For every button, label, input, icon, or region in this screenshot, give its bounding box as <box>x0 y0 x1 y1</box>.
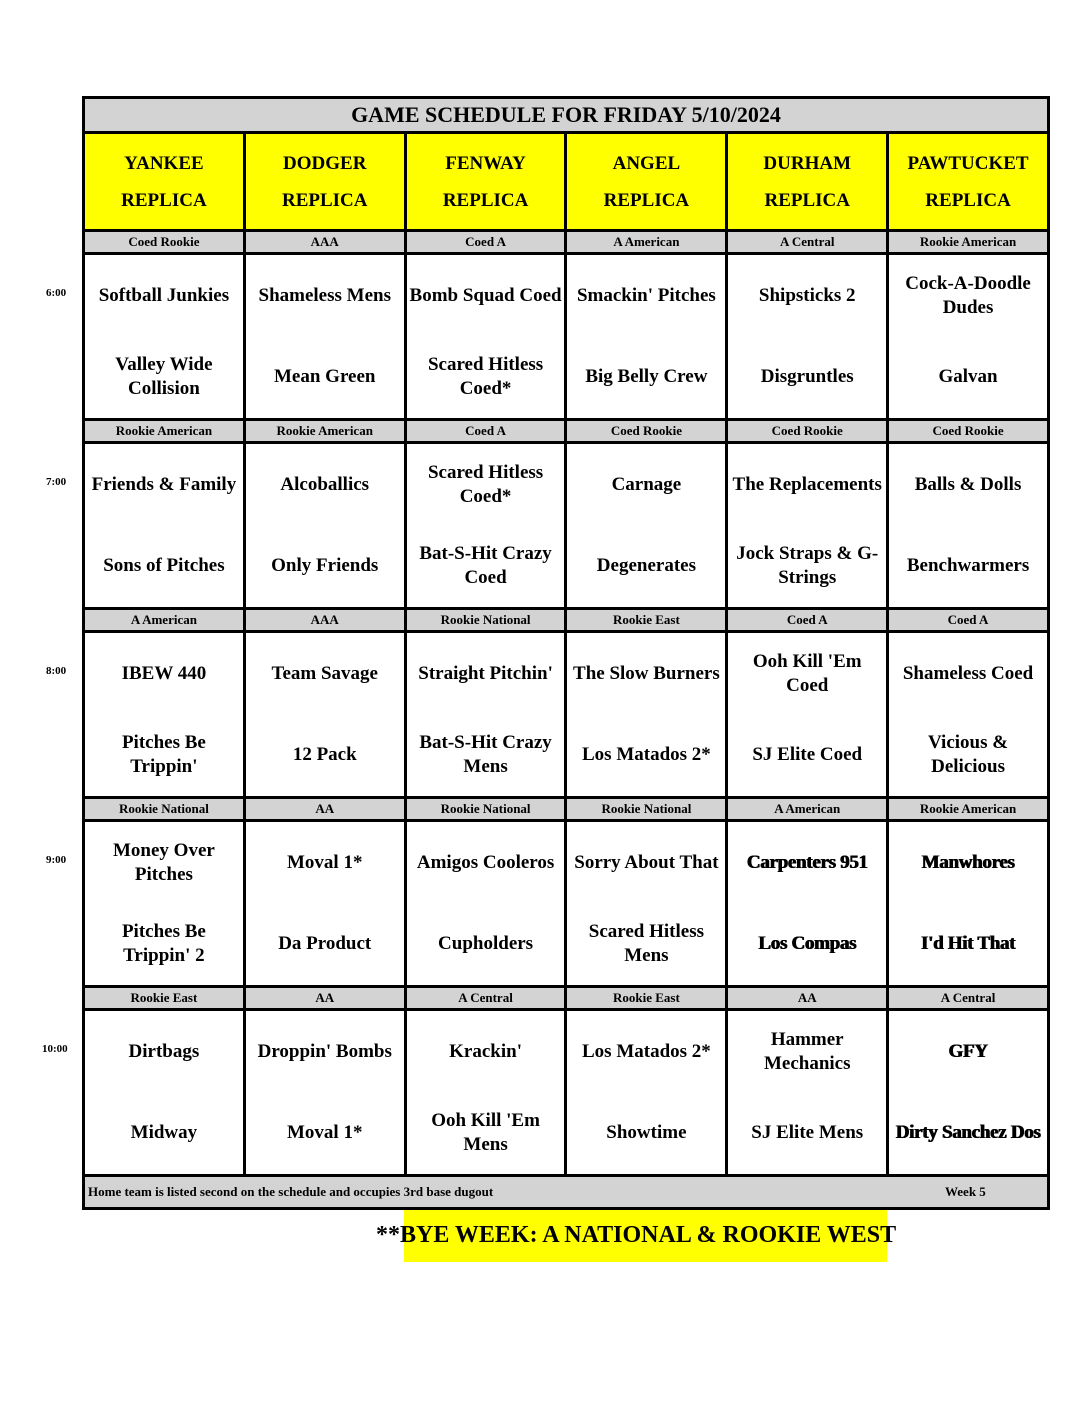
home-team: Mean Green <box>273 366 376 388</box>
schedule-title: GAME SCHEDULE FOR FRIDAY 5/10/2024 <box>85 99 1047 134</box>
field-dodger: DODGER REPLICA <box>246 134 407 229</box>
game-cell <box>567 1011 728 1174</box>
game-cell <box>567 633 728 796</box>
time-label: 9:00 <box>46 854 67 866</box>
field-fenway: FENWAY REPLICA <box>407 134 568 229</box>
away-team: Manwhores <box>921 851 1015 873</box>
away-team: Krackin' <box>449 1040 522 1062</box>
game-cell <box>407 255 568 418</box>
game-cell <box>567 444 728 607</box>
division-label: Coed A <box>728 610 889 630</box>
game-cell <box>85 822 246 985</box>
field-header-row <box>85 134 1047 232</box>
home-team: Dirty Sanchez Dos <box>895 1122 1041 1144</box>
division-label: Coed Rookie <box>567 421 728 441</box>
home-team-note: Home team is listed second on the schedule and occupies 3rd base dugout <box>88 1184 494 1199</box>
division-label: Coed Rookie <box>85 232 246 252</box>
division-row <box>85 232 1047 255</box>
division-label: Rookie American <box>246 421 407 441</box>
away-team: Amigos Cooleros <box>416 851 555 873</box>
division-label: Rookie American <box>85 421 246 441</box>
game-cell <box>728 1011 889 1174</box>
field-durham: DURHAM REPLICA <box>728 134 889 229</box>
division-label: Coed Rookie <box>728 421 889 441</box>
away-team: Los Matados 2* <box>582 1040 711 1062</box>
home-team: Los Compas <box>758 933 857 955</box>
away-team: Bomb Squad Coed <box>409 284 562 306</box>
division-label: Coed A <box>407 421 568 441</box>
game-cell <box>889 822 1047 985</box>
time-label: 10:00 <box>42 1043 68 1055</box>
game-cell <box>889 633 1047 796</box>
home-team: SJ Elite Mens <box>751 1122 864 1144</box>
game-cell <box>889 444 1047 607</box>
home-team: Scared Hitless Coed* <box>427 354 544 400</box>
game-cell <box>728 633 889 796</box>
away-team: IBEW 440 <box>121 662 207 684</box>
division-label: A Central <box>407 988 568 1008</box>
game-cell <box>567 822 728 985</box>
division-label: Rookie American <box>919 801 1017 816</box>
away-team: Ooh Kill 'Em Coed <box>752 650 862 696</box>
division-label: Rookie National <box>407 799 568 819</box>
game-row <box>85 822 1047 988</box>
division-label: AAA <box>246 232 407 252</box>
away-team: Scared Hitless Coed* <box>427 461 544 507</box>
division-label: A Central <box>728 232 889 252</box>
game-cell <box>246 255 407 418</box>
home-team: Valley Wide Collision <box>115 354 213 400</box>
division-label: Rookie National <box>85 799 246 819</box>
bye-week-notice: **BYE WEEK: A NATIONAL & ROOKIE WEST <box>376 1222 897 1248</box>
field-pawtucket: PAWTUCKET REPLICA <box>907 152 1029 211</box>
time-label: 8:00 <box>46 665 67 677</box>
game-cell <box>407 822 568 985</box>
home-team: Benchwarmers <box>906 555 1030 577</box>
away-team: Balls & Dolls <box>914 473 1022 495</box>
game-cell <box>246 1011 407 1174</box>
away-team: Shameless Mens <box>258 284 391 306</box>
home-team: 12 Pack <box>292 744 357 766</box>
home-team: Disgruntles <box>760 366 854 388</box>
game-cell <box>85 633 246 796</box>
division-label: Rookie East <box>85 988 246 1008</box>
home-team: Big Belly Crew <box>585 366 708 388</box>
division-label: A American <box>728 799 889 819</box>
game-row <box>85 444 1047 610</box>
division-label: Rookie American <box>919 234 1017 249</box>
game-cell <box>728 444 889 607</box>
division-label: AA <box>246 988 407 1008</box>
division-label: Rookie National <box>567 799 728 819</box>
home-team: Midway <box>130 1122 198 1144</box>
division-label: Coed A <box>407 232 568 252</box>
away-team: Moval 1* <box>287 851 363 873</box>
division-label: A American <box>85 610 246 630</box>
game-cell <box>407 1011 568 1174</box>
away-team: Carpenters 951 <box>746 851 868 873</box>
away-team: Shameless Coed <box>902 662 1034 684</box>
game-cell <box>889 1011 1047 1174</box>
game-cell <box>246 633 407 796</box>
away-team: Team Savage <box>271 662 378 684</box>
game-cell <box>728 255 889 418</box>
time-label: 6:00 <box>46 287 67 299</box>
home-team: I'd Hit That <box>920 933 1016 955</box>
away-team: Carnage <box>611 473 682 495</box>
game-cell <box>407 444 568 607</box>
home-team: Jock Straps & G-Strings <box>736 543 879 589</box>
home-team: Galvan <box>938 366 998 388</box>
away-team: Dirtbags <box>128 1040 200 1062</box>
game-cell <box>567 255 728 418</box>
game-cell <box>85 255 246 418</box>
time-label: 7:00 <box>46 476 67 488</box>
away-team: Money Over Pitches <box>113 839 215 885</box>
away-team: The Replacements <box>732 473 882 495</box>
game-row <box>85 255 1047 421</box>
game-cell <box>889 255 1047 418</box>
division-label: AA <box>728 988 889 1008</box>
field-yankee: YANKEE REPLICA <box>85 134 246 229</box>
field-angel: ANGEL REPLICA <box>567 134 728 229</box>
away-team: Hammer Mechanics <box>763 1028 851 1074</box>
game-row <box>85 633 1047 799</box>
away-team: Smackin' Pitches <box>576 284 716 306</box>
home-team: Los Matados 2* <box>582 744 711 766</box>
away-team: Shipsticks 2 <box>758 284 856 306</box>
division-label: Coed Rookie <box>932 423 1004 438</box>
division-label: Rookie East <box>567 988 728 1008</box>
division-row <box>85 988 1047 1011</box>
home-team: Bat-S-Hit Crazy Mens <box>419 732 552 778</box>
division-row <box>85 799 1047 822</box>
game-row <box>85 1011 1047 1177</box>
away-team: The Slow Burners <box>573 662 720 684</box>
home-team: SJ Elite Coed <box>752 744 863 766</box>
division-label: A Central <box>940 990 996 1005</box>
schedule-footer <box>85 1177 1047 1207</box>
division-label: Coed A <box>947 612 989 627</box>
home-team: Pitches Be Trippin' 2 <box>121 921 206 967</box>
home-team: Ooh Kill 'Em Mens <box>431 1110 540 1156</box>
game-cell <box>728 822 889 985</box>
away-team: Friends & Family <box>91 473 237 495</box>
division-row <box>85 610 1047 633</box>
away-team: Sorry About That <box>574 851 719 873</box>
home-team: Scared Hitless Mens <box>588 921 705 967</box>
week-label: Week 5 <box>945 1184 986 1199</box>
home-team: Da Product <box>278 933 372 955</box>
away-team: Droppin' Bombs <box>257 1040 392 1062</box>
division-label: AA <box>246 799 407 819</box>
home-team: Bat-S-Hit Crazy Coed <box>419 543 552 589</box>
home-team: Degenerates <box>596 555 696 577</box>
home-team: Showtime <box>606 1122 687 1144</box>
away-team: Alcoballics <box>280 473 370 495</box>
home-team: Sons of Pitches <box>103 555 225 577</box>
division-label: Rookie East <box>567 610 728 630</box>
away-team: Straight Pitchin' <box>418 662 553 684</box>
game-cell <box>85 1011 246 1174</box>
away-team: Softball Junkies <box>98 284 230 306</box>
home-team: Only Friends <box>271 555 379 577</box>
game-cell <box>246 444 407 607</box>
division-label: AAA <box>246 610 407 630</box>
schedule-table <box>82 96 1050 1210</box>
division-label: A American <box>567 232 728 252</box>
home-team: Pitches Be Trippin' <box>121 732 206 778</box>
away-team: Cock-A-Doodle Dudes <box>905 272 1031 318</box>
game-cell <box>85 444 246 607</box>
home-team: Cupholders <box>438 933 534 955</box>
home-team: Vicious & Delicious <box>928 732 1009 778</box>
game-cell <box>246 822 407 985</box>
game-cell <box>407 633 568 796</box>
division-label: Rookie National <box>407 610 568 630</box>
away-team: GFY <box>948 1040 988 1062</box>
home-team: Moval 1* <box>287 1122 363 1144</box>
division-row <box>85 421 1047 444</box>
